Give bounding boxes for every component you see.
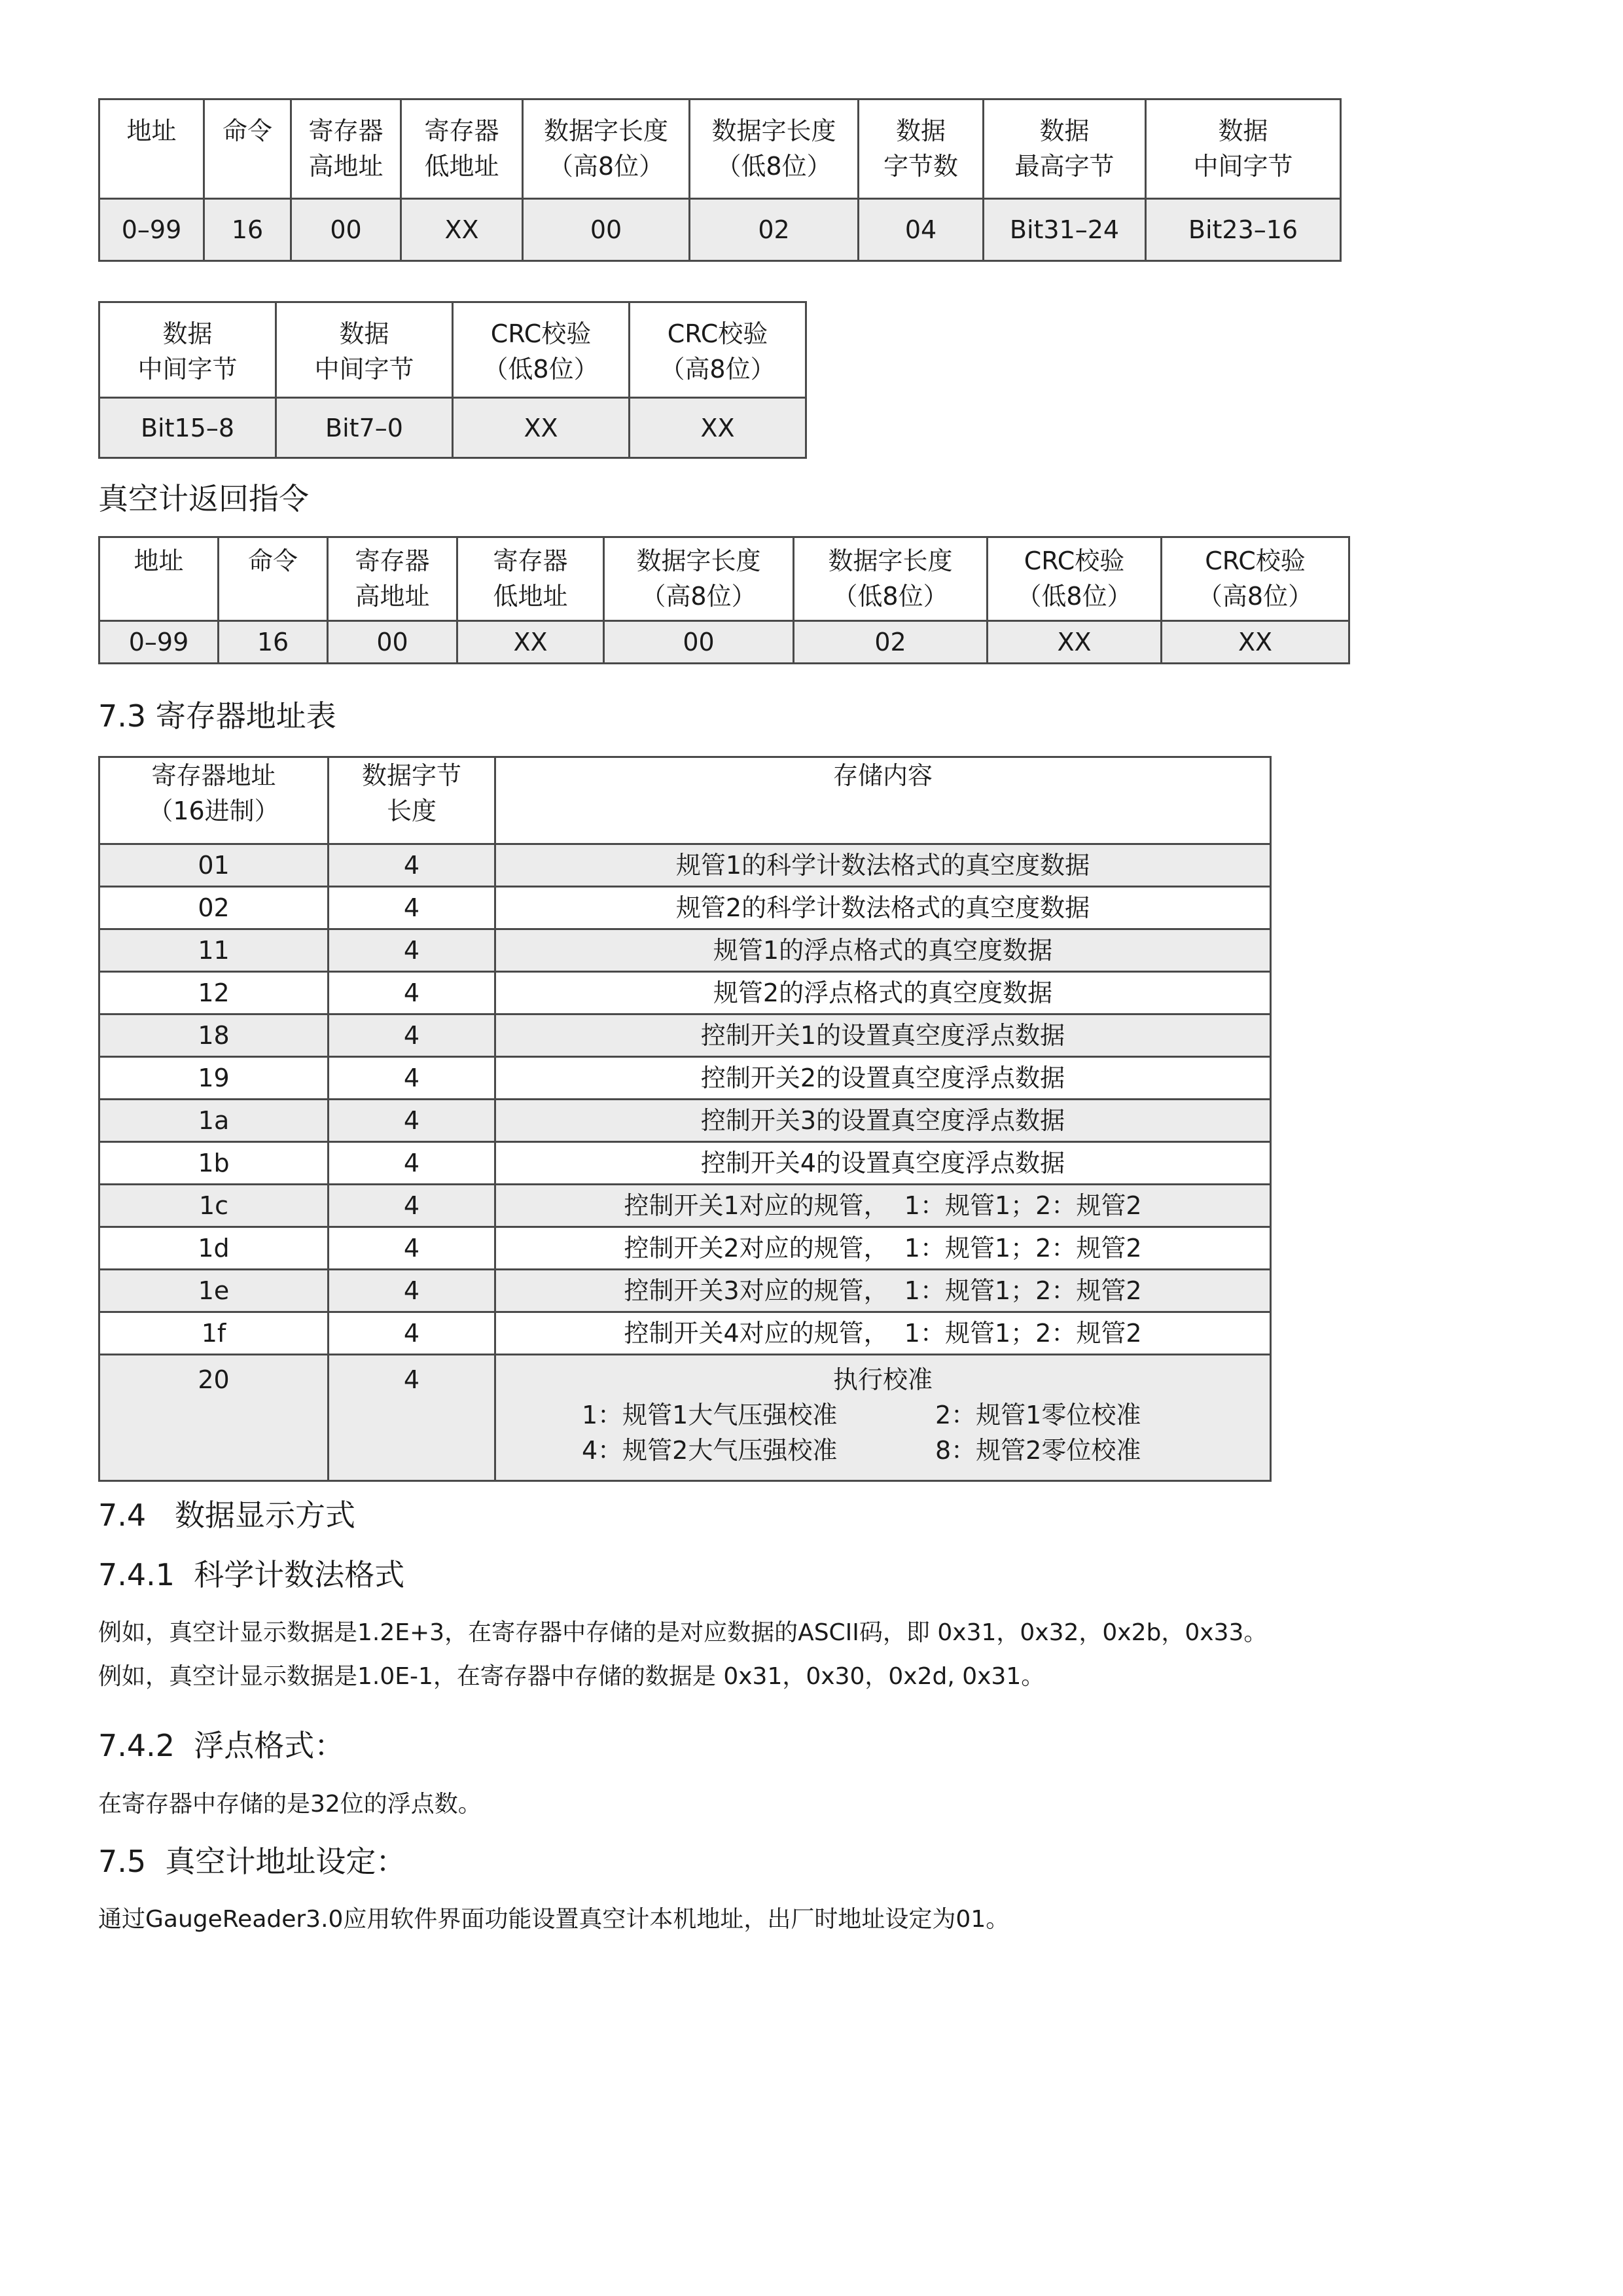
table-cell: 02 <box>690 199 859 261</box>
header-byte-count: 数据 字节数 <box>859 99 984 199</box>
register-address: 12 <box>99 972 329 1014</box>
header-crc-low: CRC校验 （低8位） <box>453 302 630 398</box>
stored-content: 规管2的科学计数法格式的真空度数据 <box>495 887 1271 929</box>
table-cell: 0–99 <box>99 621 219 664</box>
byte-length: 4 <box>329 1227 495 1270</box>
stored-content: 规管1的科学计数法格式的真空度数据 <box>495 844 1271 887</box>
paragraph-example-1: 例如，真空计显示数据是1.2E+3，在寄存器中存储的是对应数据的ASCII码，即 0x31，0x32，0x2b，0x33。 <box>98 1619 1268 1646</box>
header-crc-high: CRC校验 （高8位） <box>1162 537 1349 621</box>
table-cell: 04 <box>859 199 984 261</box>
table-row <box>99 1014 1271 1057</box>
section-heading-7-4-1: 7.4.1 科学计数法格式 <box>98 1557 405 1592</box>
register-address: 1b <box>99 1142 329 1185</box>
register-address: 1d <box>99 1227 329 1270</box>
calibration-option: 8：规管2零位校准 <box>935 1436 1141 1465</box>
byte-length: 4 <box>329 1142 495 1185</box>
stored-content: 控制开关1对应的规管， 1：规管1；2：规管2 <box>495 1185 1271 1227</box>
byte-length: 4 <box>329 887 495 929</box>
table-cell: Bit23–16 <box>1146 199 1341 261</box>
header-register-low: 寄存器 低地址 <box>401 99 523 199</box>
table-row <box>99 1142 1271 1185</box>
table-cell: XX <box>453 398 630 458</box>
table-cell: 00 <box>328 621 457 664</box>
table-cell: XX <box>988 621 1162 664</box>
calibration-content <box>495 1355 1271 1481</box>
register-address: 11 <box>99 929 329 972</box>
header-command: 命令 <box>219 537 328 621</box>
header-data-middle-byte: 数据 中间字节 <box>276 302 453 398</box>
byte-length: 4 <box>329 1100 495 1142</box>
table-cell: Bit15–8 <box>99 398 276 458</box>
header-word-length-low: 数据字长度 （低8位） <box>794 537 988 621</box>
header-register-address: 寄存器地址 （16进制） <box>99 757 329 844</box>
section-heading-7-3: 7.3 寄存器地址表 <box>98 698 336 734</box>
header-register-high: 寄存器 高地址 <box>328 537 457 621</box>
table-row <box>99 1227 1271 1270</box>
stored-content: 控制开关4的设置真空度浮点数据 <box>495 1142 1271 1185</box>
register-address: 1e <box>99 1270 329 1312</box>
stored-content: 控制开关3的设置真空度浮点数据 <box>495 1100 1271 1142</box>
calibration-option: 1：规管1大气压强校准 <box>582 1401 838 1429</box>
header-word-length-high: 数据字长度 （高8位） <box>523 99 690 199</box>
response-table <box>98 536 1350 664</box>
table-cell: XX <box>401 199 523 261</box>
paragraph-example-2: 例如，真空计显示数据是1.0E-1，在寄存器中存储的数据是 0x31，0x30，0x2d, 0x31。 <box>98 1663 1045 1690</box>
byte-length: 4 <box>329 929 495 972</box>
stored-content: 控制开关2对应的规管， 1：规管1；2：规管2 <box>495 1227 1271 1270</box>
table-cell: 02 <box>794 621 988 664</box>
table-row <box>99 1312 1271 1355</box>
stored-content: 控制开关2的设置真空度浮点数据 <box>495 1057 1271 1100</box>
header-register-high: 寄存器 高地址 <box>291 99 401 199</box>
table-row <box>99 972 1271 1014</box>
table-row <box>99 929 1271 972</box>
calibration-option: 2：规管1零位校准 <box>935 1401 1141 1429</box>
request-table-part2 <box>98 301 807 459</box>
request-table-part1 <box>98 98 1342 262</box>
byte-length: 4 <box>329 844 495 887</box>
byte-length: 4 <box>329 1355 495 1481</box>
table-cell: Bit7–0 <box>276 398 453 458</box>
table-cell: 0–99 <box>99 199 204 261</box>
byte-length: 4 <box>329 1014 495 1057</box>
byte-length: 4 <box>329 1185 495 1227</box>
table-cell: 16 <box>204 199 291 261</box>
table-row <box>99 887 1271 929</box>
header-crc-low: CRC校验 （低8位） <box>988 537 1162 621</box>
table-cell: 00 <box>291 199 401 261</box>
section-heading-7-5: 7.5 真空计地址设定： <box>98 1844 406 1879</box>
section-heading-7-4-2: 7.4.2 浮点格式： <box>98 1728 345 1763</box>
header-address: 地址 <box>99 99 204 199</box>
table-row <box>99 844 1271 887</box>
table-cell: XX <box>1162 621 1349 664</box>
stored-content: 控制开关3对应的规管， 1：规管1；2：规管2 <box>495 1270 1271 1312</box>
register-address: 1f <box>99 1312 329 1355</box>
calibration-options <box>499 1397 1267 1468</box>
return-instruction-title: 真空计返回指令 <box>98 481 309 516</box>
stored-content: 控制开关4对应的规管， 1：规管1；2：规管2 <box>495 1312 1271 1355</box>
paragraph-float-format: 在寄存器中存储的是32位的浮点数。 <box>98 1791 482 1818</box>
header-word-length-low: 数据字长度 （低8位） <box>690 99 859 199</box>
table-row <box>99 1270 1271 1312</box>
byte-length: 4 <box>329 972 495 1014</box>
header-command: 命令 <box>204 99 291 199</box>
header-crc-high: CRC校验 （高8位） <box>630 302 806 398</box>
table-cell: XX <box>630 398 806 458</box>
register-address: 20 <box>99 1355 329 1481</box>
byte-length: 4 <box>329 1057 495 1100</box>
register-address: 19 <box>99 1057 329 1100</box>
register-address: 01 <box>99 844 329 887</box>
table-cell: 16 <box>219 621 328 664</box>
register-address: 1a <box>99 1100 329 1142</box>
header-data-byte-length: 数据字节 长度 <box>329 757 495 844</box>
section-heading-7-4: 7.4 数据显示方式 <box>98 1498 356 1533</box>
header-data-highest-byte: 数据 最高字节 <box>984 99 1146 199</box>
register-address: 18 <box>99 1014 329 1057</box>
table-row <box>99 1355 1271 1481</box>
register-address: 1c <box>99 1185 329 1227</box>
header-word-length-high: 数据字长度 （高8位） <box>604 537 794 621</box>
byte-length: 4 <box>329 1270 495 1312</box>
table-row <box>99 1185 1271 1227</box>
table-row <box>99 1057 1271 1100</box>
calibration-option: 4：规管2大气压强校准 <box>582 1436 838 1465</box>
table-cell: XX <box>457 621 604 664</box>
register-address-table <box>98 756 1272 1482</box>
stored-content: 控制开关1的设置真空度浮点数据 <box>495 1014 1271 1057</box>
calibration-title: 执行校准 <box>832 1365 933 1394</box>
table-cell: 00 <box>523 199 690 261</box>
table-row <box>99 1100 1271 1142</box>
header-address: 地址 <box>99 537 219 621</box>
table-cell: Bit31–24 <box>984 199 1146 261</box>
header-data-middle-byte: 数据 中间字节 <box>1146 99 1341 199</box>
stored-content: 规管2的浮点格式的真空度数据 <box>495 972 1271 1014</box>
table-cell: 00 <box>604 621 794 664</box>
header-register-low: 寄存器 低地址 <box>457 537 604 621</box>
header-stored-content: 存储内容 <box>495 757 1271 844</box>
stored-content: 规管1的浮点格式的真空度数据 <box>495 929 1271 972</box>
register-address: 02 <box>99 887 329 929</box>
byte-length: 4 <box>329 1312 495 1355</box>
header-data-middle-byte: 数据 中间字节 <box>99 302 276 398</box>
paragraph-address-setting: 通过GaugeReader3.0应用软件界面功能设置真空计本机地址，出厂时地址设定为01。 <box>98 1906 1010 1933</box>
